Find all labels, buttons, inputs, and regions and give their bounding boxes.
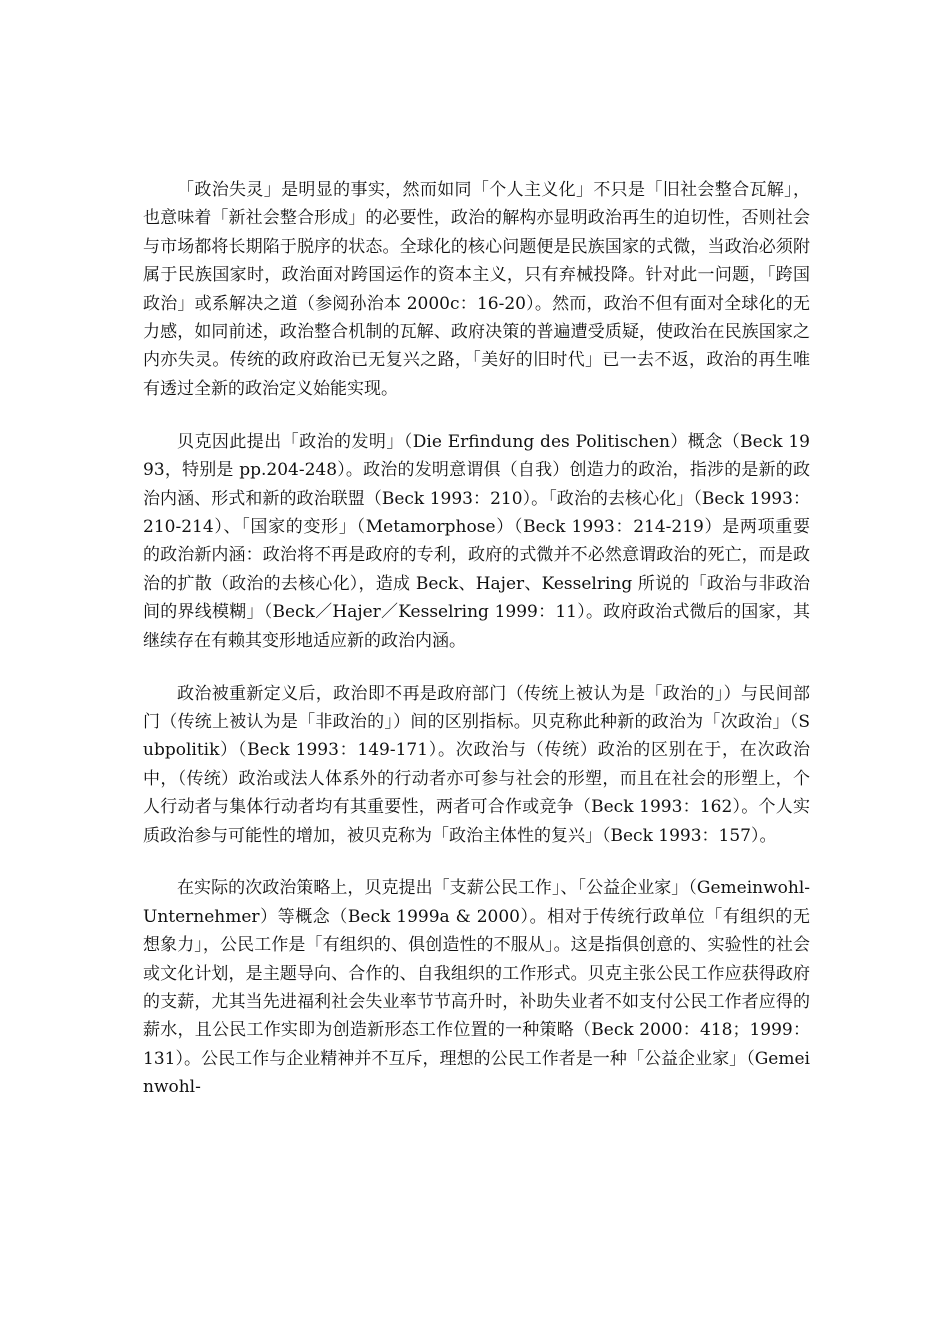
- paragraph-invention-of-politics: 贝克因此提出「政治的发明」（Die Erfindung des Politischen）概念（Beck 1993，特别是 pp.204-248）。政治的发明意谓俱（自我）创造力的政治，指涉的是新的政治内涵、形式和新的政治联盟（Beck 1993：210）。「政治的去核心化」（Beck 1993：210-214）、「国家的变形」（Metamorphose）（Beck 1993：214-219）是两项重要的政治新内涵：政治将不再是政府的专利，政府的式微并不必然意谓政治的死亡，而是政治的扩散（政治的去核心化），造成 Beck、Hajer、Kesselring 所说的「政治与非政治间的界线模糊」（Beck／Hajer／Kesselring 1999：11）。政府政治式微后的国家，其继续存在有赖其变形地适应新的政治内涵。: [143, 431, 810, 651]
- paragraph-political-failure: 「政治失灵」是明显的事实，然而如同「个人主义化」不只是「旧社会整合瓦解」，也意味着「新社会整合形成」的必要性，政治的解构亦显明政治再生的迫切性，否则社会与市场都将长期陷于脱序的状态。全球化的核心问题便是民族国家的式微，当政治必须附属于民族国家时，政治面对跨国运作的资本主义，只有弃械投降。针对此一问题，「跨国政治」或系解决之道（参阅孙治本 2000c：16-20）。然而，政治不但有面对全球化的无力感，如同前述，政治整合机制的瓦解、政府决策的普遍遭受质疑，使政治在民族国家之内亦失灵。传统的政府政治已无复兴之路，「美好的旧时代」已一去不返，政治的再生唯有透过全新的政治定义始能实现。: [143, 180, 810, 399]
- paragraph-subpolitics: 政治被重新定义后，政治即不再是政府部门（传统上被认为是「政治的」）与民间部门（传统上被认为是「非政治的」）间的区别指标。贝克称此种新的政治为「次政治」（Subpolitik）（Beck 1993：149-171）。次政治与（传统）政治的区别在于，在次政治中，（传统）政治或法人体系外的行动者亦可参与社会的形塑，而且在社会的形塑上，个人行动者与集体行动者均有其重要性，两者可合作或竞争（Beck 1993：162）。个人实质政治参与可能性的增加，被贝克称为「政治主体性的复兴」（Beck 1993：157）。: [143, 683, 810, 846]
- paragraph-civic-work: 在实际的次政治策略上，贝克提出「支薪公民工作」、「公益企业家」（Gemeinwohl-Unternehmer）等概念（Beck 1999a & 2000）。相对于传统行政单位「有组织的无想象力」，公民工作是「有组织的、俱创造性的不服从」。这是指俱创意的、实验性的社会或文化计划，是主题导向、合作的、自我组织的工作形式。贝克主张公民工作应获得政府的支薪，尤其当先进福利社会失业率节节高升时，补助失业者不如支付公民工作者应得的薪水，且公民工作实即为创造新形态工作位置的一种策略（Beck 2000：418；1999：131）。公民工作与企业精神并不互斥，理想的公民工作者是一种「公益企业家」（Gemeinwohl-: [143, 878, 810, 1098]
- document-body: [143, 176, 810, 1126]
